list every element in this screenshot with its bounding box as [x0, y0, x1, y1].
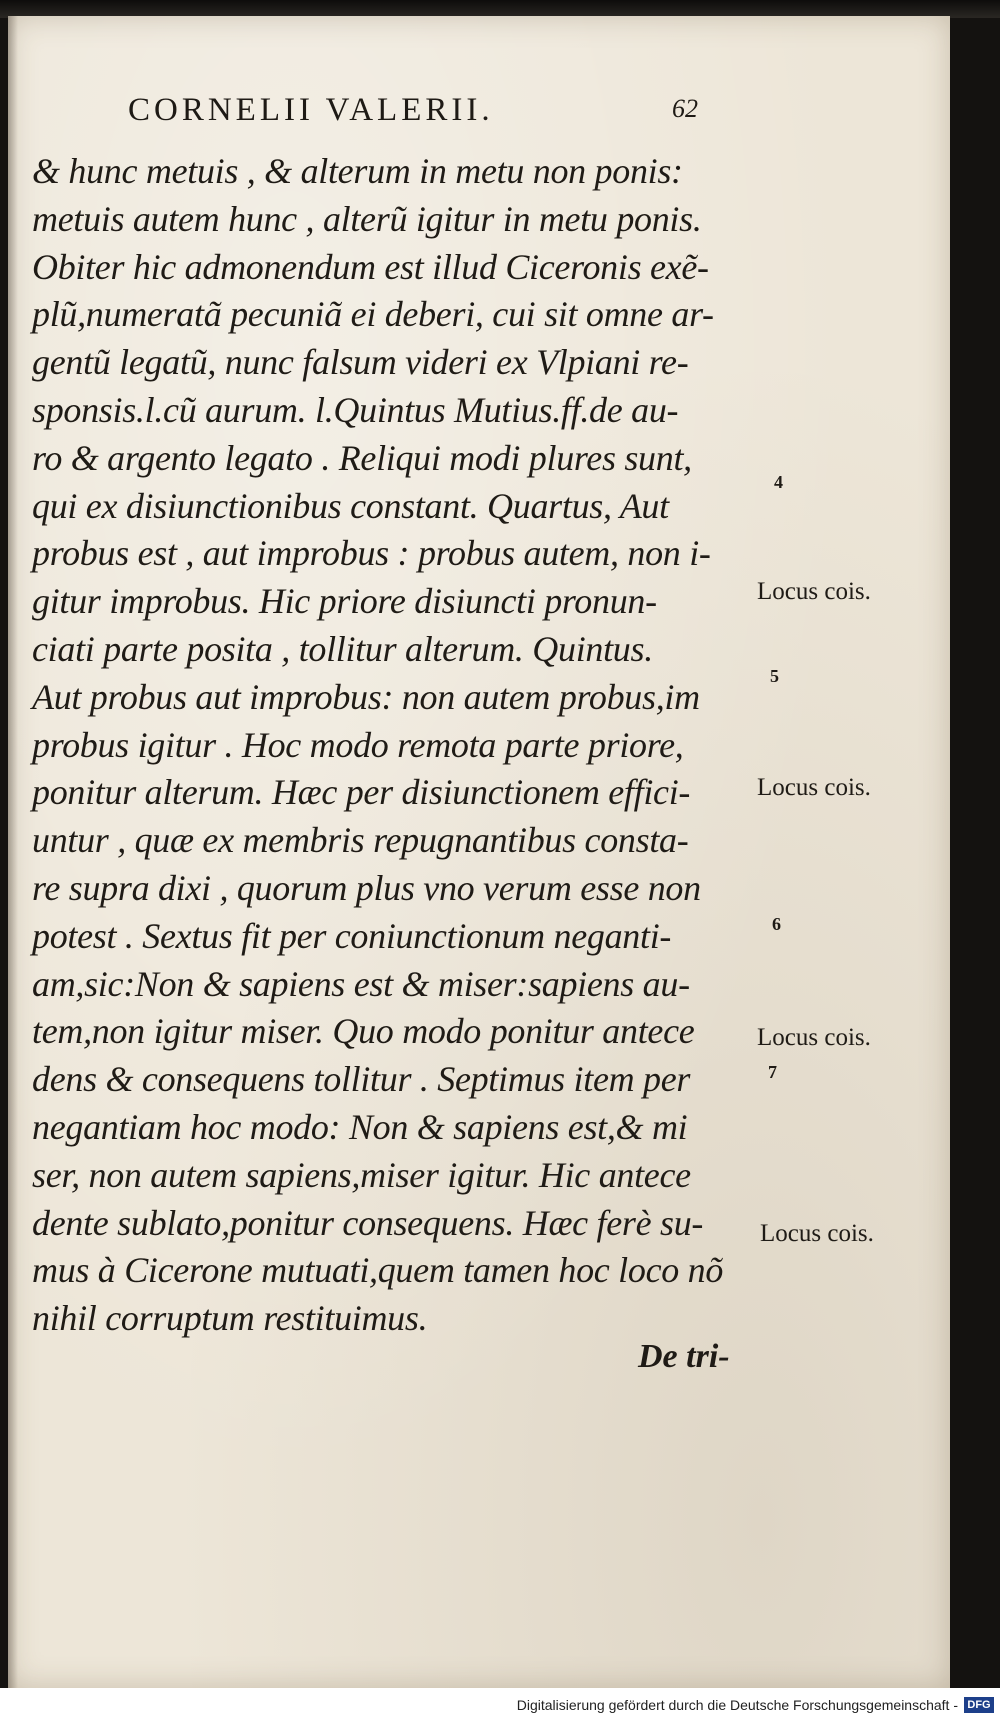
text-line: dens & consequens tollitur . Septimus item per [32, 1059, 691, 1100]
text-line: metuis autem hunc , alterũ igitur in metu ponis. [32, 198, 702, 239]
text-line: ro & argento legato . Reliqui modi plures sunt, [32, 437, 692, 478]
margin-number: 4 [774, 472, 783, 492]
margin-number: 6 [772, 914, 781, 934]
text-line: ciati parte posita , tollitur alterum. Quintus. [32, 628, 653, 669]
text-line: nihil corruptum restituimus. [32, 1298, 428, 1339]
text-line: gentũ legatũ, nunc falsum videri ex Vlpiani re- [32, 342, 689, 383]
margin-note: Locus cois. [757, 578, 871, 605]
text-line: negantiam hoc modo: Non & sapiens est,& mi [32, 1106, 688, 1147]
digitization-credit: Digitalisierung gefördert durch die Deutsche Forschungsgemeinschaft - [516, 1697, 958, 1713]
text-line: dente sublato,ponitur consequens. Hæc ferè su- [32, 1202, 704, 1243]
text-line: qui ex disiunctionibus constant. Quartus, Aut [32, 485, 669, 526]
text-line: untur , quæ ex membris repugnantibus consta- [32, 820, 689, 861]
text-line: Obiter hic admonendum est illud Ciceronis exẽ- [32, 246, 709, 287]
text-line: plũ,numeratã pecuniã ei deberi, cui sit omne ar- [32, 294, 714, 335]
text-line: ponitur alterum. Hæc per disiunctionem effici- [32, 772, 691, 813]
text-line: Aut probus aut improbus: non autem probus,im [32, 676, 700, 717]
margin-number: 7 [768, 1062, 777, 1082]
dfg-logo: DFG [964, 1697, 994, 1713]
page-gutter-shadow [8, 16, 18, 1688]
text-line: probus est , aut improbus : probus autem, non i- [32, 533, 711, 574]
text-line: & hunc metuis , & alterum in metu non ponis: [32, 151, 683, 191]
margin-number: 5 [770, 666, 779, 686]
text-line: potest . Sextus fit per coniunctionum neganti- [32, 915, 672, 956]
folio-number: 62 [672, 94, 698, 123]
catchword: De tri- [638, 1338, 730, 1375]
text-line: tem,non igitur miser. Quo modo ponitur antece [32, 1011, 695, 1052]
text-line: re supra dixi , quorum plus vno verum esse non [32, 867, 701, 908]
margin-note: Locus cois. [757, 774, 871, 801]
text-line: mus à Cicerone mutuati,quem tamen hoc loco nõ [32, 1250, 724, 1291]
text-line: probus igitur . Hoc modo remota parte priore, [32, 724, 684, 765]
text-line: sponsis.l.cũ aurum. l.Quintus Mutius.ff.de au- [32, 389, 679, 430]
margin-note: Locus cois. [757, 1024, 871, 1051]
running-title: CORNELII VALERII. [128, 92, 494, 128]
text-line: ser, non autem sapiens,miser igitur. Hic antece [32, 1154, 691, 1195]
main-text-block [32, 148, 752, 1343]
text-line: am,sic:Non & sapiens est & miser:sapiens au- [32, 963, 690, 1004]
text-line: gitur improbus. Hic priore disiuncti pronun- [32, 581, 657, 622]
margin-note: Locus cois. [760, 1220, 874, 1247]
